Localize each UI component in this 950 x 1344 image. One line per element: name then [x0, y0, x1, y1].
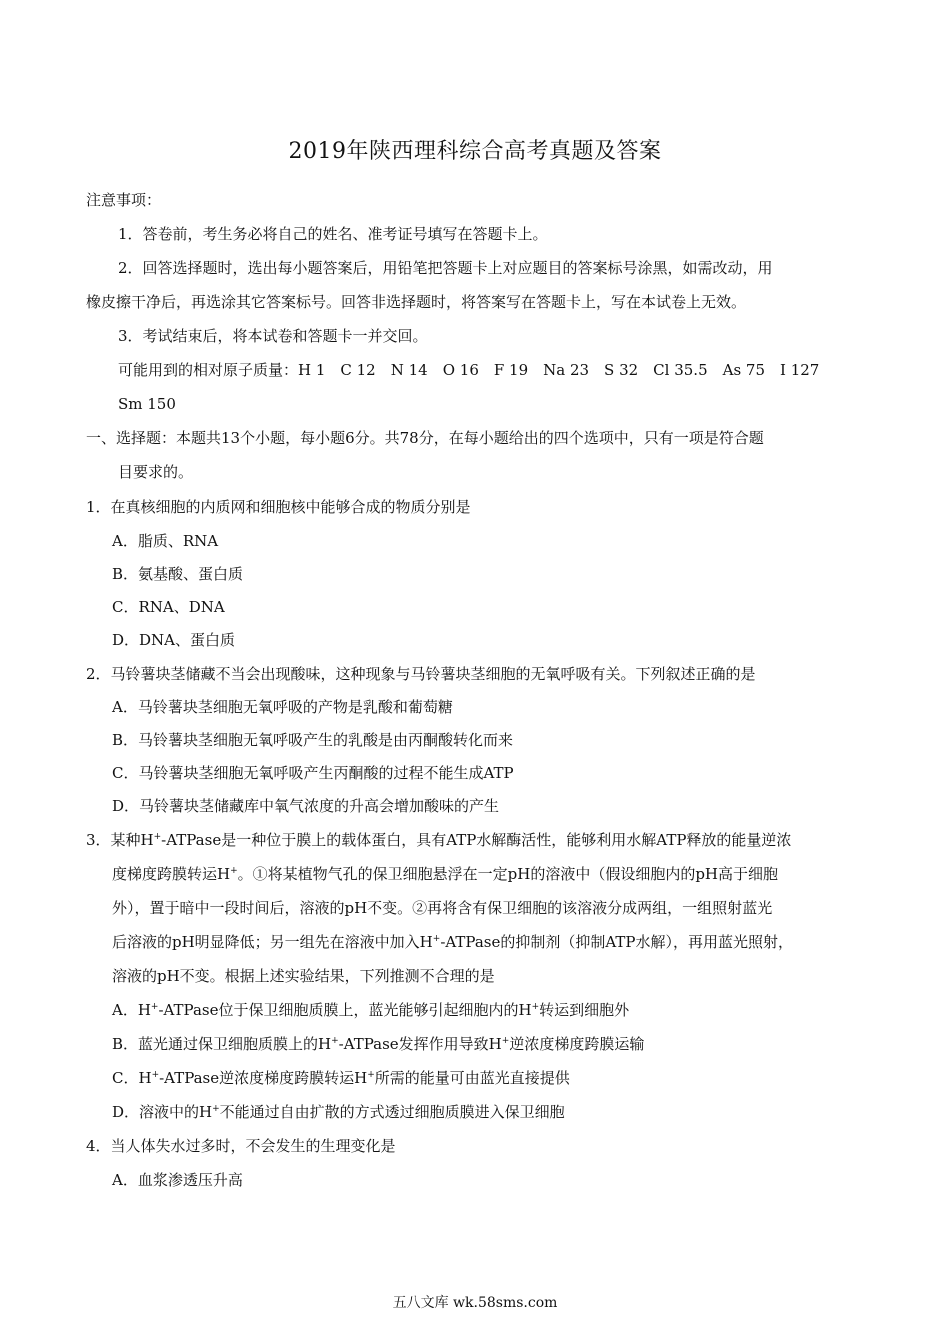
question-3-stem-line-5: 溶液的pH不变。根据上述实验结果，下列推测不合理的是 — [112, 967, 495, 985]
question-3-stem-line-2: 度梯度跨膜转运H+。①将某植物气孔的保卫细胞悬浮在一定pH的溶液中（假设细胞内的pH高于细胞 — [112, 865, 779, 883]
question-2-option-d: D．马铃薯块茎储藏库中氧气浓度的升高会增加酸味的产生 — [112, 797, 500, 815]
section-heading-line-1: 一、选择题：本题共13个小题，每小题6分。共78分，在每小题给出的四个选项中，只有一项是符合题 — [86, 429, 764, 447]
question-1-option-b: B．氨基酸、蛋白质 — [112, 565, 244, 583]
atomic-mass-line-1: 可能用到的相对原子质量：H 1 C 12 N 14 O 16 F 19 Na 23 S 32 Cl 35.5 As 75 I 127 — [118, 361, 820, 379]
notice-item-2-line-2: 橡皮擦干净后，再选涂其它答案标号。回答非选择题时，将答案写在答题卡上，写在本试卷上无效。 — [86, 293, 747, 311]
page-footer: 五八文库 wk.58sms.com — [392, 1295, 558, 1311]
question-3-option-a: A．H+-ATPase位于保卫细胞质膜上，蓝光能够引起细胞内的H+转运到细胞外 — [112, 1001, 630, 1019]
question-1-option-a: A．脂质、RNA — [112, 532, 219, 550]
notice-heading: 注意事项： — [86, 191, 162, 209]
notice-item-1: 1．答卷前，考生务必将自己的姓名、准考证号填写在答题卡上。 — [118, 225, 548, 243]
question-2-option-c: C．马铃薯块茎细胞无氧呼吸产生丙酮酸的过程不能生成ATP — [112, 764, 514, 782]
atomic-mass-line-2: Sm 150 — [118, 395, 176, 413]
question-1-stem: 1．在真核细胞的内质网和细胞核中能够合成的物质分别是 — [86, 498, 471, 516]
question-3-option-d: D．溶液中的H+不能通过自由扩散的方式透过细胞质膜进入保卫细胞 — [112, 1103, 565, 1121]
notice-item-2-line-1: 2．回答选择题时，选出每小题答案后，用铅笔把答题卡上对应题目的答案标号涂黑，如需改动，用 — [118, 259, 773, 277]
question-4-stem: 4．当人体失水过多时，不会发生的生理变化是 — [86, 1137, 396, 1155]
question-2-option-b: B．马铃薯块茎细胞无氧呼吸产生的乳酸是由丙酮酸转化而来 — [112, 731, 514, 749]
question-4-option-a: A．血浆渗透压升高 — [112, 1171, 243, 1189]
question-3-stem-line-3: 外），置于暗中一段时间后，溶液的pH不变。②再将含有保卫细胞的该溶液分成两组，一组照射蓝光 — [112, 899, 773, 917]
question-3-option-c: C．H+-ATPase逆浓度梯度跨膜转运H+所需的能量可由蓝光直接提供 — [112, 1069, 570, 1087]
question-1-option-c: C．RNA、DNA — [112, 598, 225, 616]
question-2-stem: 2．马铃薯块茎储藏不当会出现酸味，这种现象与马铃薯块茎细胞的无氧呼吸有关。下列叙述正确的是 — [86, 665, 756, 683]
section-heading-line-2: 目要求的。 — [118, 463, 194, 481]
question-3-stem-line-4: 后溶液的pH明显降低；另一组先在溶液中加入H+-ATPase的抑制剂（抑制ATP水解），再用蓝光照射， — [112, 933, 793, 951]
question-2-option-a: A．马铃薯块茎细胞无氧呼吸的产物是乳酸和葡萄糖 — [112, 698, 453, 716]
question-1-option-d: D．DNA、蛋白质 — [112, 631, 236, 649]
notice-item-3: 3．考试结束后，将本试卷和答题卡一并交回。 — [118, 327, 428, 345]
page-title: 2019年陕西理科综合高考真题及答案 — [288, 139, 662, 164]
question-3-stem-line-1: 3．某种H+-ATPase是一种位于膜上的载体蛋白，具有ATP水解酶活性，能够利用水解ATP释放的能量逆浓 — [86, 831, 792, 849]
question-3-option-b: B．蓝光通过保卫细胞质膜上的H+-ATPase发挥作用导致H+逆浓度梯度跨膜运输 — [112, 1035, 645, 1053]
